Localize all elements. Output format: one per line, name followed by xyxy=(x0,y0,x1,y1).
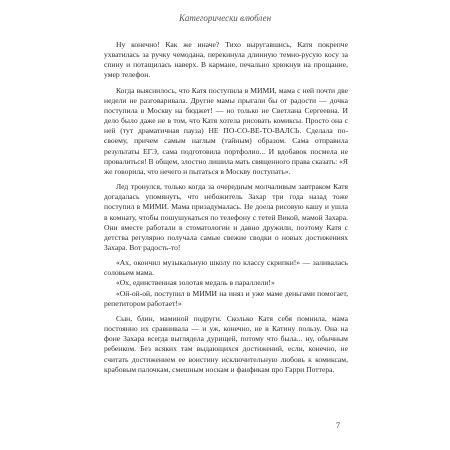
paragraph: «Ох, единственная золотая медаль в параллели!» xyxy=(116,278,275,288)
page-number: 7 xyxy=(336,421,340,430)
paragraph: «Ой-ой-ой, поступил в МИМИ на иняз и уже маме деньгами помогает, репетитором работает!» xyxy=(104,288,348,308)
paragraph: Лед тронулся, только когда за очередным молчаливым завтраком Катя догадалась упомянуть, что небожитель Захар три года назад тоже поступил в МИМИ. Мама призадумалась. Не доела рисовую кашу и ушла в комнату, чтобы пошушукаться по телефону с тетей Викой, мамой Захара. Они вместе работали в стоматологии и давно дружили, поэтому Катя с детства регулярно получала самые свежие сводки о новых достижениях Захара. Вот радость-то! xyxy=(104,182,348,252)
paragraph: Сын, блин, маминой подруги. Сколько Катя себя помнила, мама постоянно их сравнивала — и уж, конечно, не в Катину пользу. Она на фоне Захара всегда выглядела дурищей, потому что была... ну, обычным ребенком. Без всяких там выдающихся достижений, если, конечно, не считать достижением ее воистину исключительную любовь к комиксам, крабовым палочкам, смешным носкам и фанфикам про Гарри Поттера. xyxy=(104,313,348,374)
running-head: Категорически влюблен xyxy=(178,13,272,23)
paragraph: «Ах, окончил музыкальную школу по классу скрипки!» — заливалась соловьем мама. xyxy=(104,258,348,278)
body-text xyxy=(104,40,348,375)
paragraph: Когда выяснилось, что Катя поступила в МИМИ, мама с ней почти две недели не разговаривала. Другие мамы прыгали бы от радости — дочка поступила в Москву на бюджет! — но только не Светлана Сергеевна. И дело было даже не в том, что Катя хотела рисовать комиксы. Просто она с ней (тут драматичная пауза) НЕ ПО-СО-ВЕ-ТО-ВАЛСЬ. Сделала по-своему, причем самым наглым (тайным) образом. Сама отправила результаты ЕГЭ, сама подготовила портфолио... И вдобавок посмела не провалиться! В общем, злостно лишила мать священного права сказать: «Я же говорила, что нечего и пытаться в Москву поступать». xyxy=(104,85,348,176)
paragraph: Ну конечно! Как же иначе? Тихо выругавшись, Катя покрепче ухватилась за ручку чемодана, перекинула длинную темно-русую косу за спину и потащилась наверх. В кармане, печально хрюкнув на прощание, умер телефон. xyxy=(104,40,348,80)
